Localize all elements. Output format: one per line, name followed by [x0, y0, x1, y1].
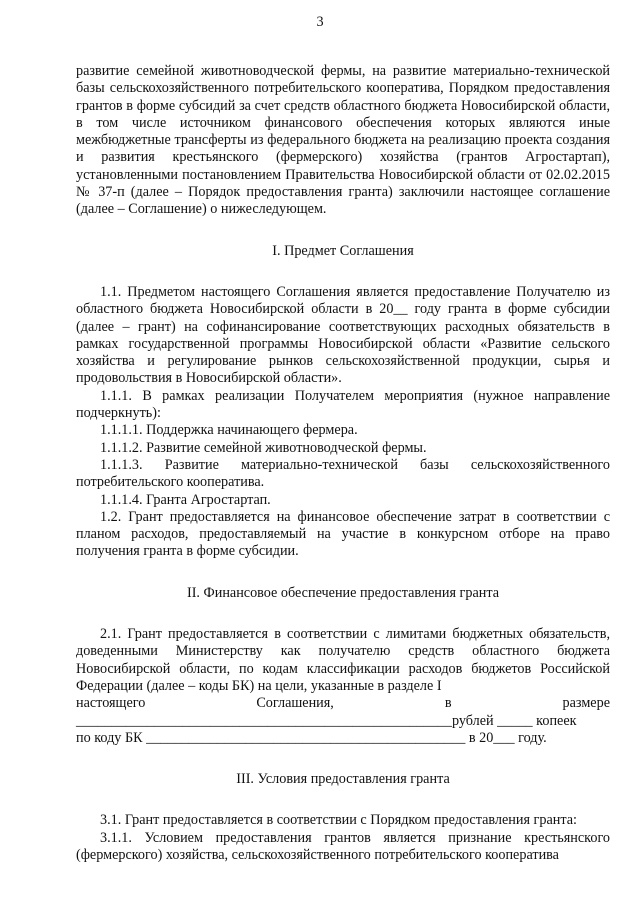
clause-2-1-bk-code-line: по коду БК _____________________________________________ в 20___ году. [76, 729, 547, 746]
clause-2-1-amount-line: настоящего Соглашения, в размере [76, 695, 610, 712]
clause-1-1-1-4: 1.1.1.4. Гранта Агростартап. [100, 491, 271, 508]
intro-paragraph: развитие семейной животноводческой фермы, на развитие материально-технической базы сельскохозяйственного потребительского кооператива, Порядком предоставления грантов в форме субсидий за счет средств областного бюджета Новосибирской области, в том числе источником финансового обеспечения которых являются иные межбюджетные трансферты из федерального бюджета на реализацию проекта создания и развития крестьянского (фермерского) хозяйства (грантов Агростартап), установленными постановлением Правительства Новосибирской области от 02.02.2015 № 37-п (далее – Порядок предоставления гранта) заключили настоящее соглашение (далее – Соглашение) о нижеследующем. [76, 63, 610, 218]
clause-1-1-1-3: 1.1.1.3. Развитие материально-технической базы сельскохозяйственного потребительского кооператива. [76, 456, 610, 491]
document-body [76, 63, 610, 864]
page-number: 3 [316, 14, 324, 30]
clause-1-1: 1.1. Предметом настоящего Соглашения является предоставление Получателю из областного бюджета Новосибирской области в 20__ году гранта в форме субсидии (далее – грант) на софинансирование соответствующих расходных обязательств в рамках государственной программы Новосибирской области «Развитие сельского хозяйства и регулирование рынков сельскохозяйственной продукции, сырья и продовольствия в Новосибирской области». [76, 283, 610, 387]
clause-3-1-1: 3.1.1. Условием предоставления грантов является признание крестьянского (фермерского) хозяйства, сельскохозяйственного потребительского кооператива [76, 829, 610, 863]
section-1-heading: I. Предмет Соглашения [272, 242, 414, 259]
section-2-heading: II. Финансовое обеспечение предоставления гранта [186, 584, 500, 601]
clause-1-2: 1.2. Грант предоставляется на финансовое обеспечение затрат в соответствии с планом расходов, предоставляемый на участие в конкурсном отборе на право получения гранта в форме субсидии. [76, 508, 610, 560]
clause-1-1-1-2: 1.1.1.2. Развитие семейной животноводческой фермы. [100, 439, 427, 456]
clause-3-1: 3.1. Грант предоставляется в соответствии с Порядком предоставления гранта: [100, 812, 577, 829]
clause-2-1: 2.1. Грант предоставляется в соответствии с лимитами бюджетных обязательств, доведенными Министерству как получателю средств областного бюджета Новосибирской области, по кодам классификации расходов бюджетов Российской Федерации (далее – коды БК) на цели, указанные в разделе I [76, 626, 610, 694]
clause-1-1-1: 1.1.1. В рамках реализации Получателем мероприятия (нужное направление подчеркнуть): [76, 387, 610, 422]
clause-1-1-1-1: 1.1.1.1. Поддержка начинающего фермера. [100, 422, 358, 439]
clause-2-1-rubles-line: _____________________________________________________рублей _____ копеек [76, 712, 577, 729]
section-3-heading: III. Условия предоставления гранта [236, 771, 450, 788]
